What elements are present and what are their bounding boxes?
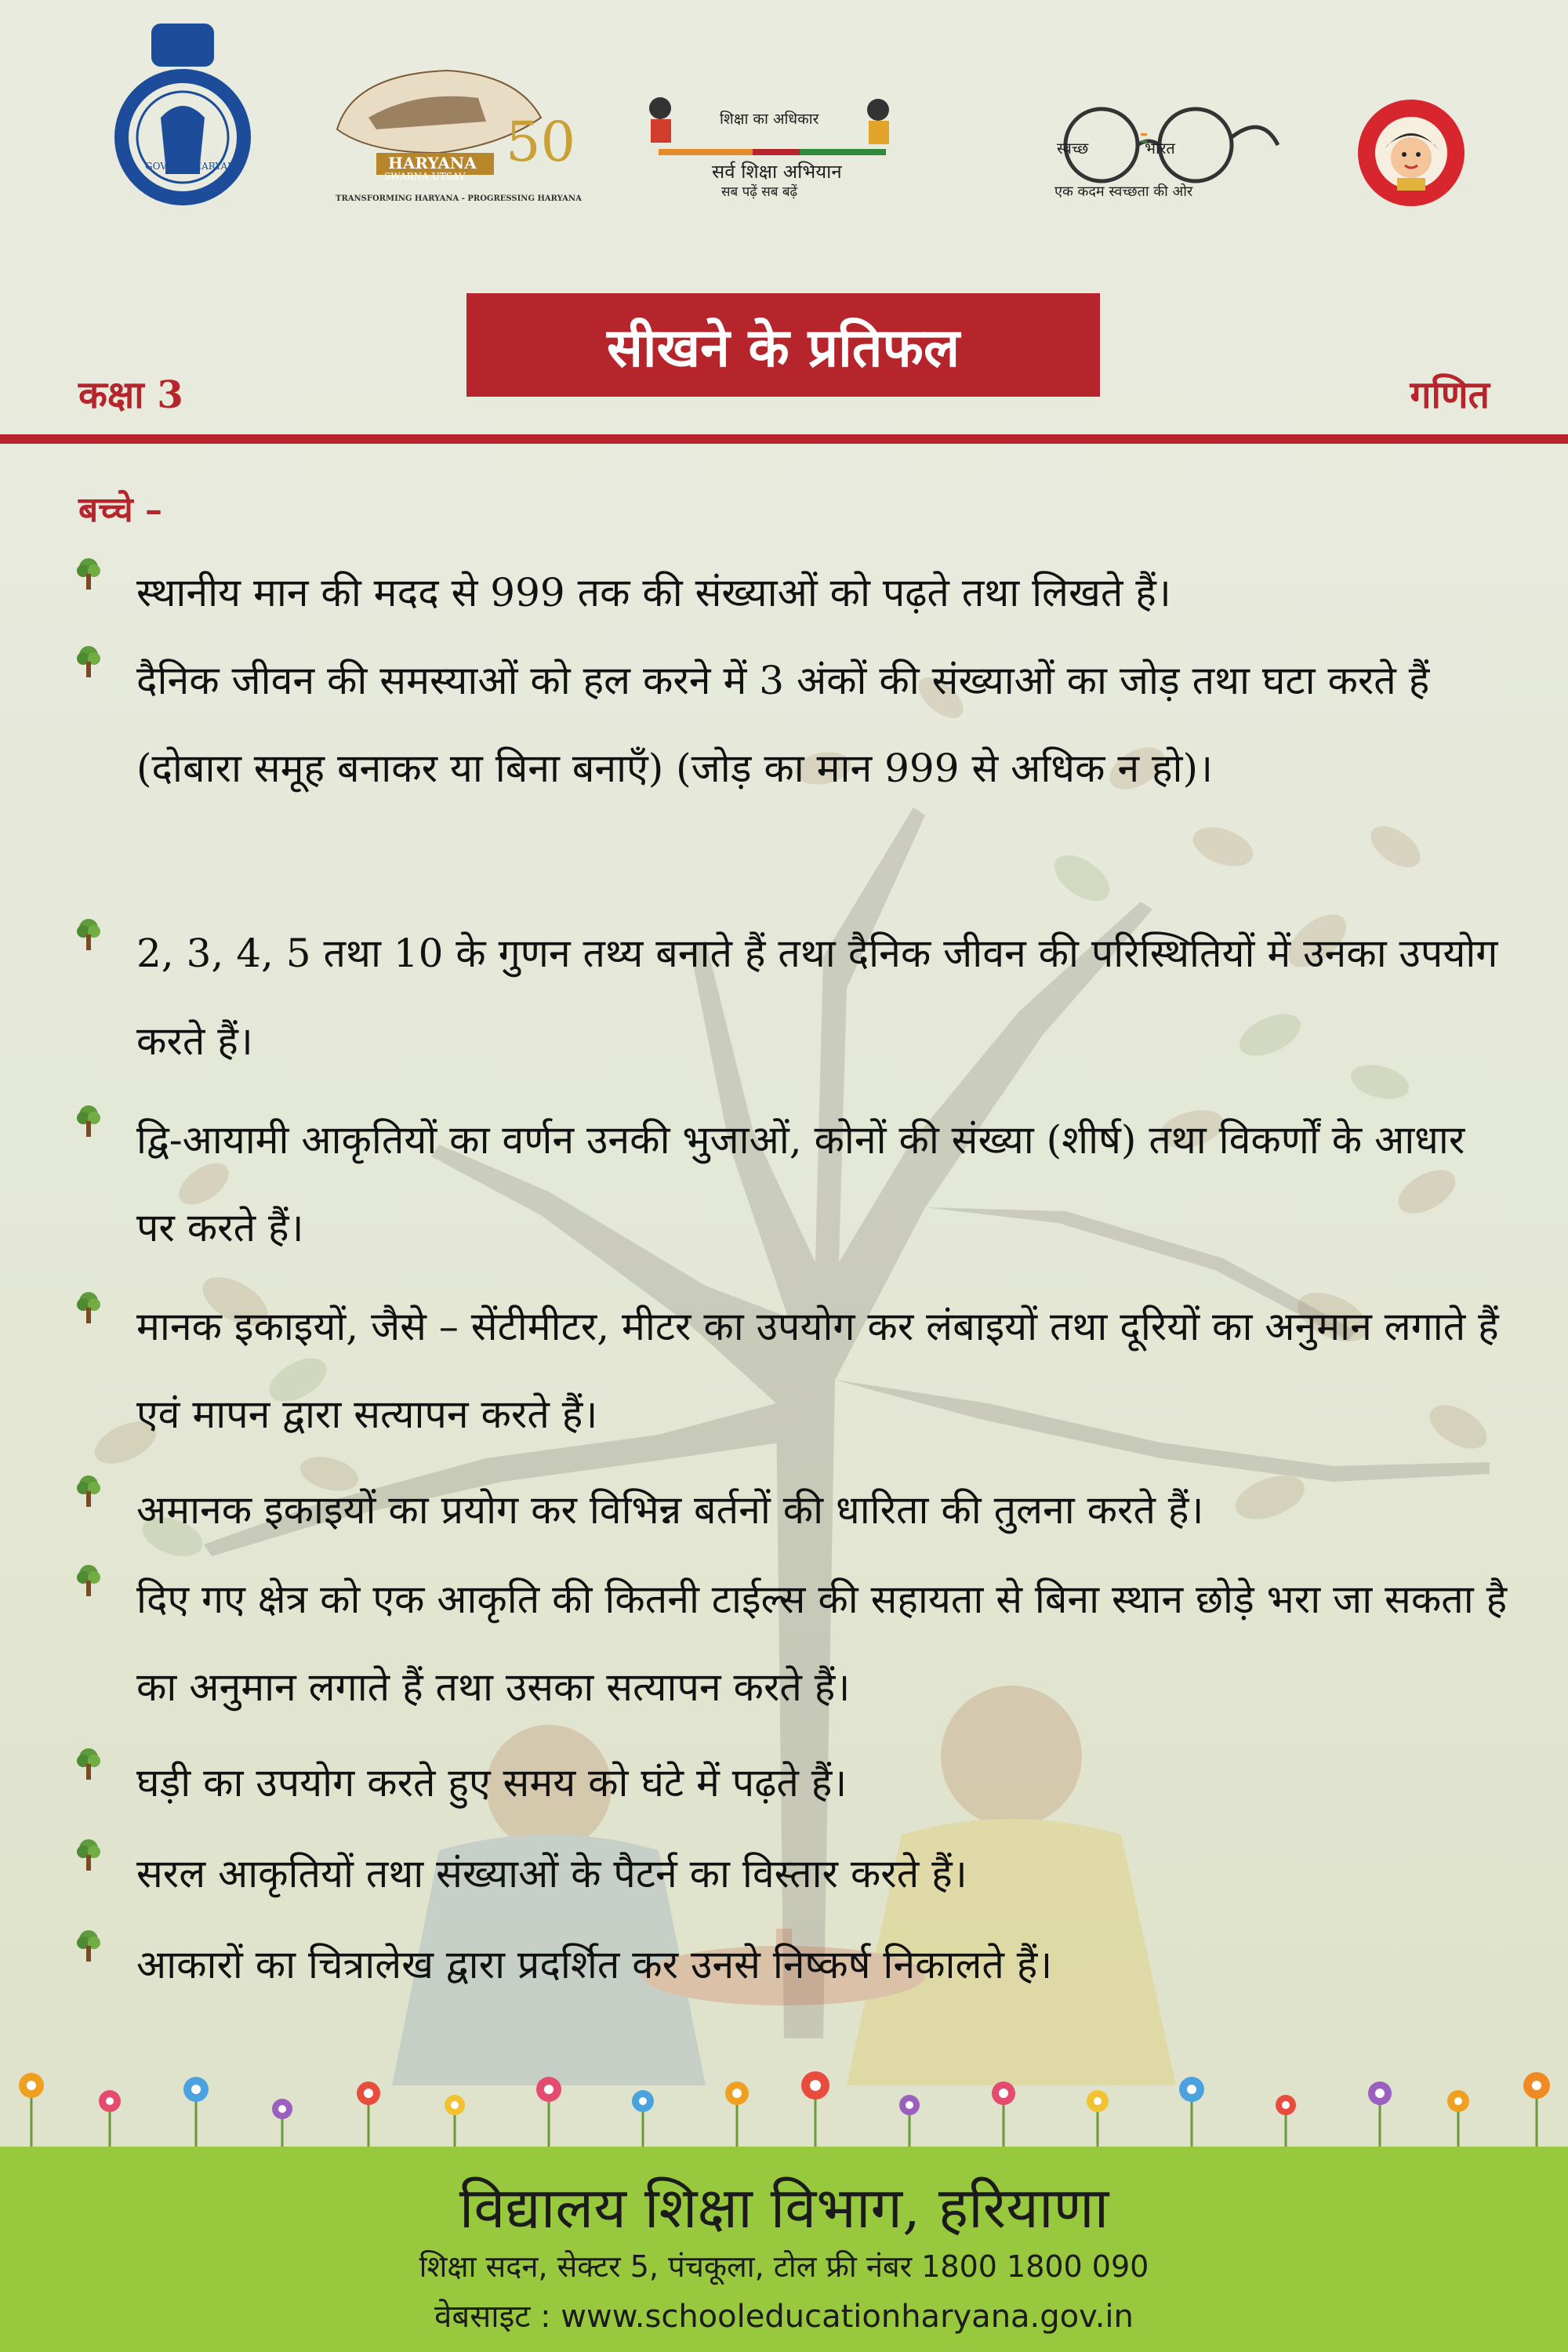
outcome-text: द्वि-आयामी आकृतियों का वर्णन उनकी भुजाओं, कोनों की संख्या (शीर्ष) तथा विकर्णों के आधार पर करते हैं।: [136, 1117, 1465, 1250]
outcome-text: अमानक इकाइयों का प्रयोग कर विभिन्न बर्तनों की धारिता की तुलना करते हैं।: [136, 1487, 1204, 1533]
svg-text:50: 50: [506, 110, 576, 174]
tree-bullet-icon: [75, 1104, 102, 1138]
swachh-right-text: भारत: [1145, 139, 1175, 158]
ssa-tagline: सब पढ़ें सब बढ़ें: [721, 184, 798, 200]
tree-bullet-icon: [75, 917, 102, 952]
swachh-left-text: स्वच्छ: [1057, 139, 1089, 158]
outcome-text: दिए गए क्षेत्र को एक आकृति की कितनी टाईल्स की सहायता से बिना स्थान छोड़े भरा जा सकता है का अनुमान लगाते हैं तथा उसका सत्यापन करते हैं।: [136, 1577, 1508, 1710]
tree-bullet-icon: [75, 1563, 102, 1598]
department-address: शिक्षा सदन, सेक्टर 5, पंचकूला, टोल फ्री नंबर 1800 1800 090: [419, 2249, 1149, 2284]
haryana-emblem-logo: [106, 24, 259, 200]
outcome-text: स्थानीय मान की मदद से 999 तक की संख्याओं को पढ़ते तथा लिखते हैं।: [136, 570, 1171, 615]
subject-label: गणित: [1410, 373, 1490, 417]
tree-bullet-icon: [75, 1474, 102, 1508]
header-divider: [0, 434, 1568, 444]
haryana-swarna-utsav-logo: [321, 43, 576, 208]
title-banner: [466, 293, 1100, 397]
utsav-title: HARYANA: [388, 154, 477, 172]
outcome-text: 2, 3, 4, 5 तथा 10 के गुणन तथ्य बनाते हैं तथा दैनिक जीवन की परिस्थितियों में उनका उपयोग करते हैं।: [136, 931, 1498, 1064]
flower-border: [0, 2054, 1568, 2152]
tree-bullet-icon: [75, 1838, 102, 1872]
beti-bachao-beti-padhao-logo: [1356, 98, 1466, 208]
tree-bullet-icon: [75, 1747, 102, 1781]
outcome-text: मानक इकाइयों, जैसे – सेंटीमीटर, मीटर का उपयोग कर लंबाइयों तथा दूरियों का अनुमान लगाते हैं एवं मापन द्वारा सत्यापन करते हैं।: [136, 1304, 1499, 1437]
outcome-text: दैनिक जीवन की समस्याओं को हल करने में 3 अंकों की संख्याओं का जोड़ तथा घटा करते हैं (दोबारा समूह बनाकर या बिना बनाएँ) (जोड़ का मान 999 से अधिक न हो)।: [136, 658, 1430, 791]
tree-bullet-icon: [75, 1290, 102, 1325]
page-title: सीखने के प्रतिफल: [606, 316, 960, 379]
emblem-text: GOVT OF HARYANA: [145, 161, 243, 172]
ssa-top-text: शिक्षा का अधिकार: [720, 111, 819, 128]
outcome-text: घड़ी का उपयोग करते हुए समय को घंटे में पढ़ते हैं।: [136, 1760, 848, 1806]
department-website: वेबसाइट : www.schooleducationharyana.gov.in: [434, 2299, 1134, 2335]
utsav-tagline: TRANSFORMING HARYANA - PROGRESSING HARYANA: [336, 194, 582, 203]
tree-bullet-icon: [75, 557, 102, 591]
utsav-subtitle: SWARNA UTSAV: [384, 171, 466, 182]
outcome-text: आकारों का चित्रालेख द्वारा प्रदर्शित कर उनसे निष्कर्ष निकालते हैं।: [136, 1942, 1053, 1987]
tree-bullet-icon: [75, 1929, 102, 1963]
intro-label: बच्चे –: [78, 490, 162, 530]
tree-bullet-icon: [75, 644, 102, 679]
outcome-text: सरल आकृतियों तथा संख्याओं के पैटर्न का विस्तार करते हैं।: [136, 1851, 967, 1896]
swachh-tagline: एक कदम स्वच्छता की ओर: [1054, 183, 1193, 200]
ssa-title: सर्व शिक्षा अभियान: [712, 161, 842, 183]
grade-label: कक्षा 3: [78, 373, 183, 417]
department-name: विद्यालय शिक्षा विभाग, हरियाणा: [459, 2175, 1109, 2241]
